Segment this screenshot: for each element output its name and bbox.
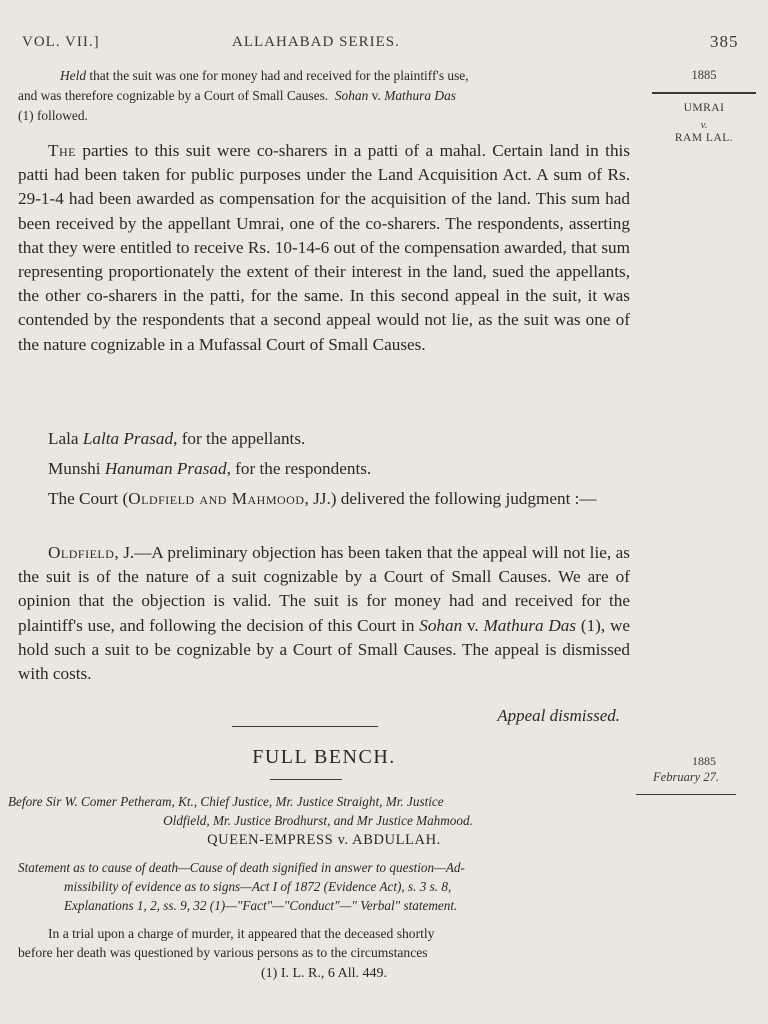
section-divider bbox=[232, 726, 378, 727]
case-title: QUEEN-EMPRESS v. ABDULLAH. bbox=[207, 832, 441, 848]
counsel2-name: Hanuman Prasad bbox=[104, 459, 227, 478]
margin-rule bbox=[652, 92, 756, 94]
series-title: ALLAHABAD SERIES. bbox=[232, 34, 400, 50]
full-bench-heading: FULL BENCH. bbox=[252, 746, 396, 768]
bench-before-line-1: Before Sir W. Comer Petheram, Kt., Chief Justice, Mr. Justice Straight, Mr. Justice bbox=[8, 794, 444, 809]
trial-text bbox=[18, 924, 630, 962]
court-paragraph bbox=[18, 487, 630, 511]
counsel1-role: , for the appellants. bbox=[173, 429, 306, 448]
heading-rule bbox=[270, 779, 342, 780]
volume-label: VOL. VII.] bbox=[22, 34, 100, 50]
fb-margin-rule bbox=[636, 794, 736, 795]
page-number: 385 bbox=[710, 32, 739, 51]
trial-line-2: before her death was questioned by various persons as to the circumstances bbox=[18, 945, 428, 960]
facts-lead: The bbox=[48, 141, 76, 160]
fb-margin-year: 1885 bbox=[692, 754, 716, 768]
headnote-line-3: Explanations 1, 2, ss. 9, 32 (1)—"Fact"—"Conduct"—" Verbal" statement. bbox=[64, 898, 458, 913]
held-cite-party2: Mathura Das bbox=[384, 88, 456, 103]
facts-text: parties to this suit were co-sharers in a patti of a mahal. Certain land in this patti had been taken for public purposes under the Land Acquisition Act. A sum of Rs. 29-1-4 had been awarded as compensation for the acquisition of the land. This sum had been received by the appellant Umrai, one of the co-sharers. The respondents, asserting that they were entitled to receive Rs. 10-14-6 out of the compensation awarded, that sum representing proportionately the extent of their interest in the land, sued the appellants, the other co-sharers in the patti, for the same. In this second appeal in the suit, it was contended by the respondents that a second appeal would not lie, as the suit was one of the nature cognizable in a Mufassal Court of Small Causes. bbox=[18, 141, 630, 354]
counsel2-role: , for the respondents. bbox=[226, 459, 372, 478]
counsel1-title: Lala bbox=[48, 429, 83, 448]
counsel2-title: Munshi bbox=[48, 459, 105, 478]
headnote-line-2: missibility of evidence as to signs—Act I of 1872 (Evidence Act), s. 3 s. 8, bbox=[64, 879, 452, 894]
held-lead: Held bbox=[60, 68, 87, 83]
held-cite-v: v. bbox=[368, 88, 385, 103]
headnote bbox=[18, 858, 628, 915]
bench-before-line-2: Oldfield, Mr. Justice Brodhurst, and Mr Justice Mahmood. bbox=[163, 813, 473, 828]
held-text-2: and was therefore cognizable by a Court of Small Causes. bbox=[18, 88, 329, 103]
margin-case-party1: UMRAI bbox=[683, 102, 725, 114]
held-text-1: that the suit was one for money had and received for the plaintiff's use, bbox=[86, 68, 469, 83]
judgment-cite-party1: Sohan bbox=[419, 615, 463, 635]
judgment-text-1: , J.—A preliminary objection has been taken that the appeal will not lie, as the suit is of the nature of a suit cognizable by a Court of Small Causes. We are of opinion that the objection is valid. The suit is for money had and received for the plaintiff's use, and following the decision of this Court in bbox=[18, 543, 630, 635]
judgment-paragraph bbox=[18, 541, 630, 686]
judge-name: Oldfield bbox=[48, 543, 115, 562]
judgment-cite-party2: Mathura Das bbox=[483, 615, 577, 635]
margin-year: 1885 bbox=[691, 68, 717, 82]
bench-before bbox=[8, 792, 628, 830]
margin-case-party2: RAM LAL. bbox=[674, 132, 734, 144]
headnote-line-1: Statement as to cause of death—Cause of death signified in answer to question—Ad- bbox=[18, 860, 465, 875]
judgment-cite-v: v. bbox=[462, 615, 484, 635]
trial-line-1: In a trial upon a charge of murder, it appeared that the deceased shortly bbox=[48, 926, 435, 941]
counsel1-name: Lalta Prasad bbox=[82, 429, 174, 448]
disposition: Appeal dismissed. bbox=[497, 706, 620, 725]
facts-paragraph bbox=[18, 139, 630, 357]
margin-case-v: v. bbox=[700, 119, 708, 131]
held-note bbox=[18, 66, 640, 126]
counsel-respondents bbox=[18, 457, 630, 481]
held-text-3: (1) followed. bbox=[18, 108, 88, 123]
court-pre: The Court ( bbox=[48, 489, 129, 508]
judgment-text-2: (1), we hold such a suit to be cognizable by a Court of Small Causes. The appeal is dismissed with costs. bbox=[18, 615, 630, 684]
footnote: (1) I. L. R., 6 All. 449. bbox=[261, 966, 387, 981]
fb-margin-date: February 27. bbox=[653, 770, 719, 784]
court-judges: Oldfield and Mahmood bbox=[128, 489, 305, 508]
held-cite-party1: Sohan bbox=[334, 88, 369, 103]
court-post: , JJ.) delivered the following judgment :— bbox=[304, 489, 597, 508]
counsel-appellants bbox=[18, 427, 630, 451]
